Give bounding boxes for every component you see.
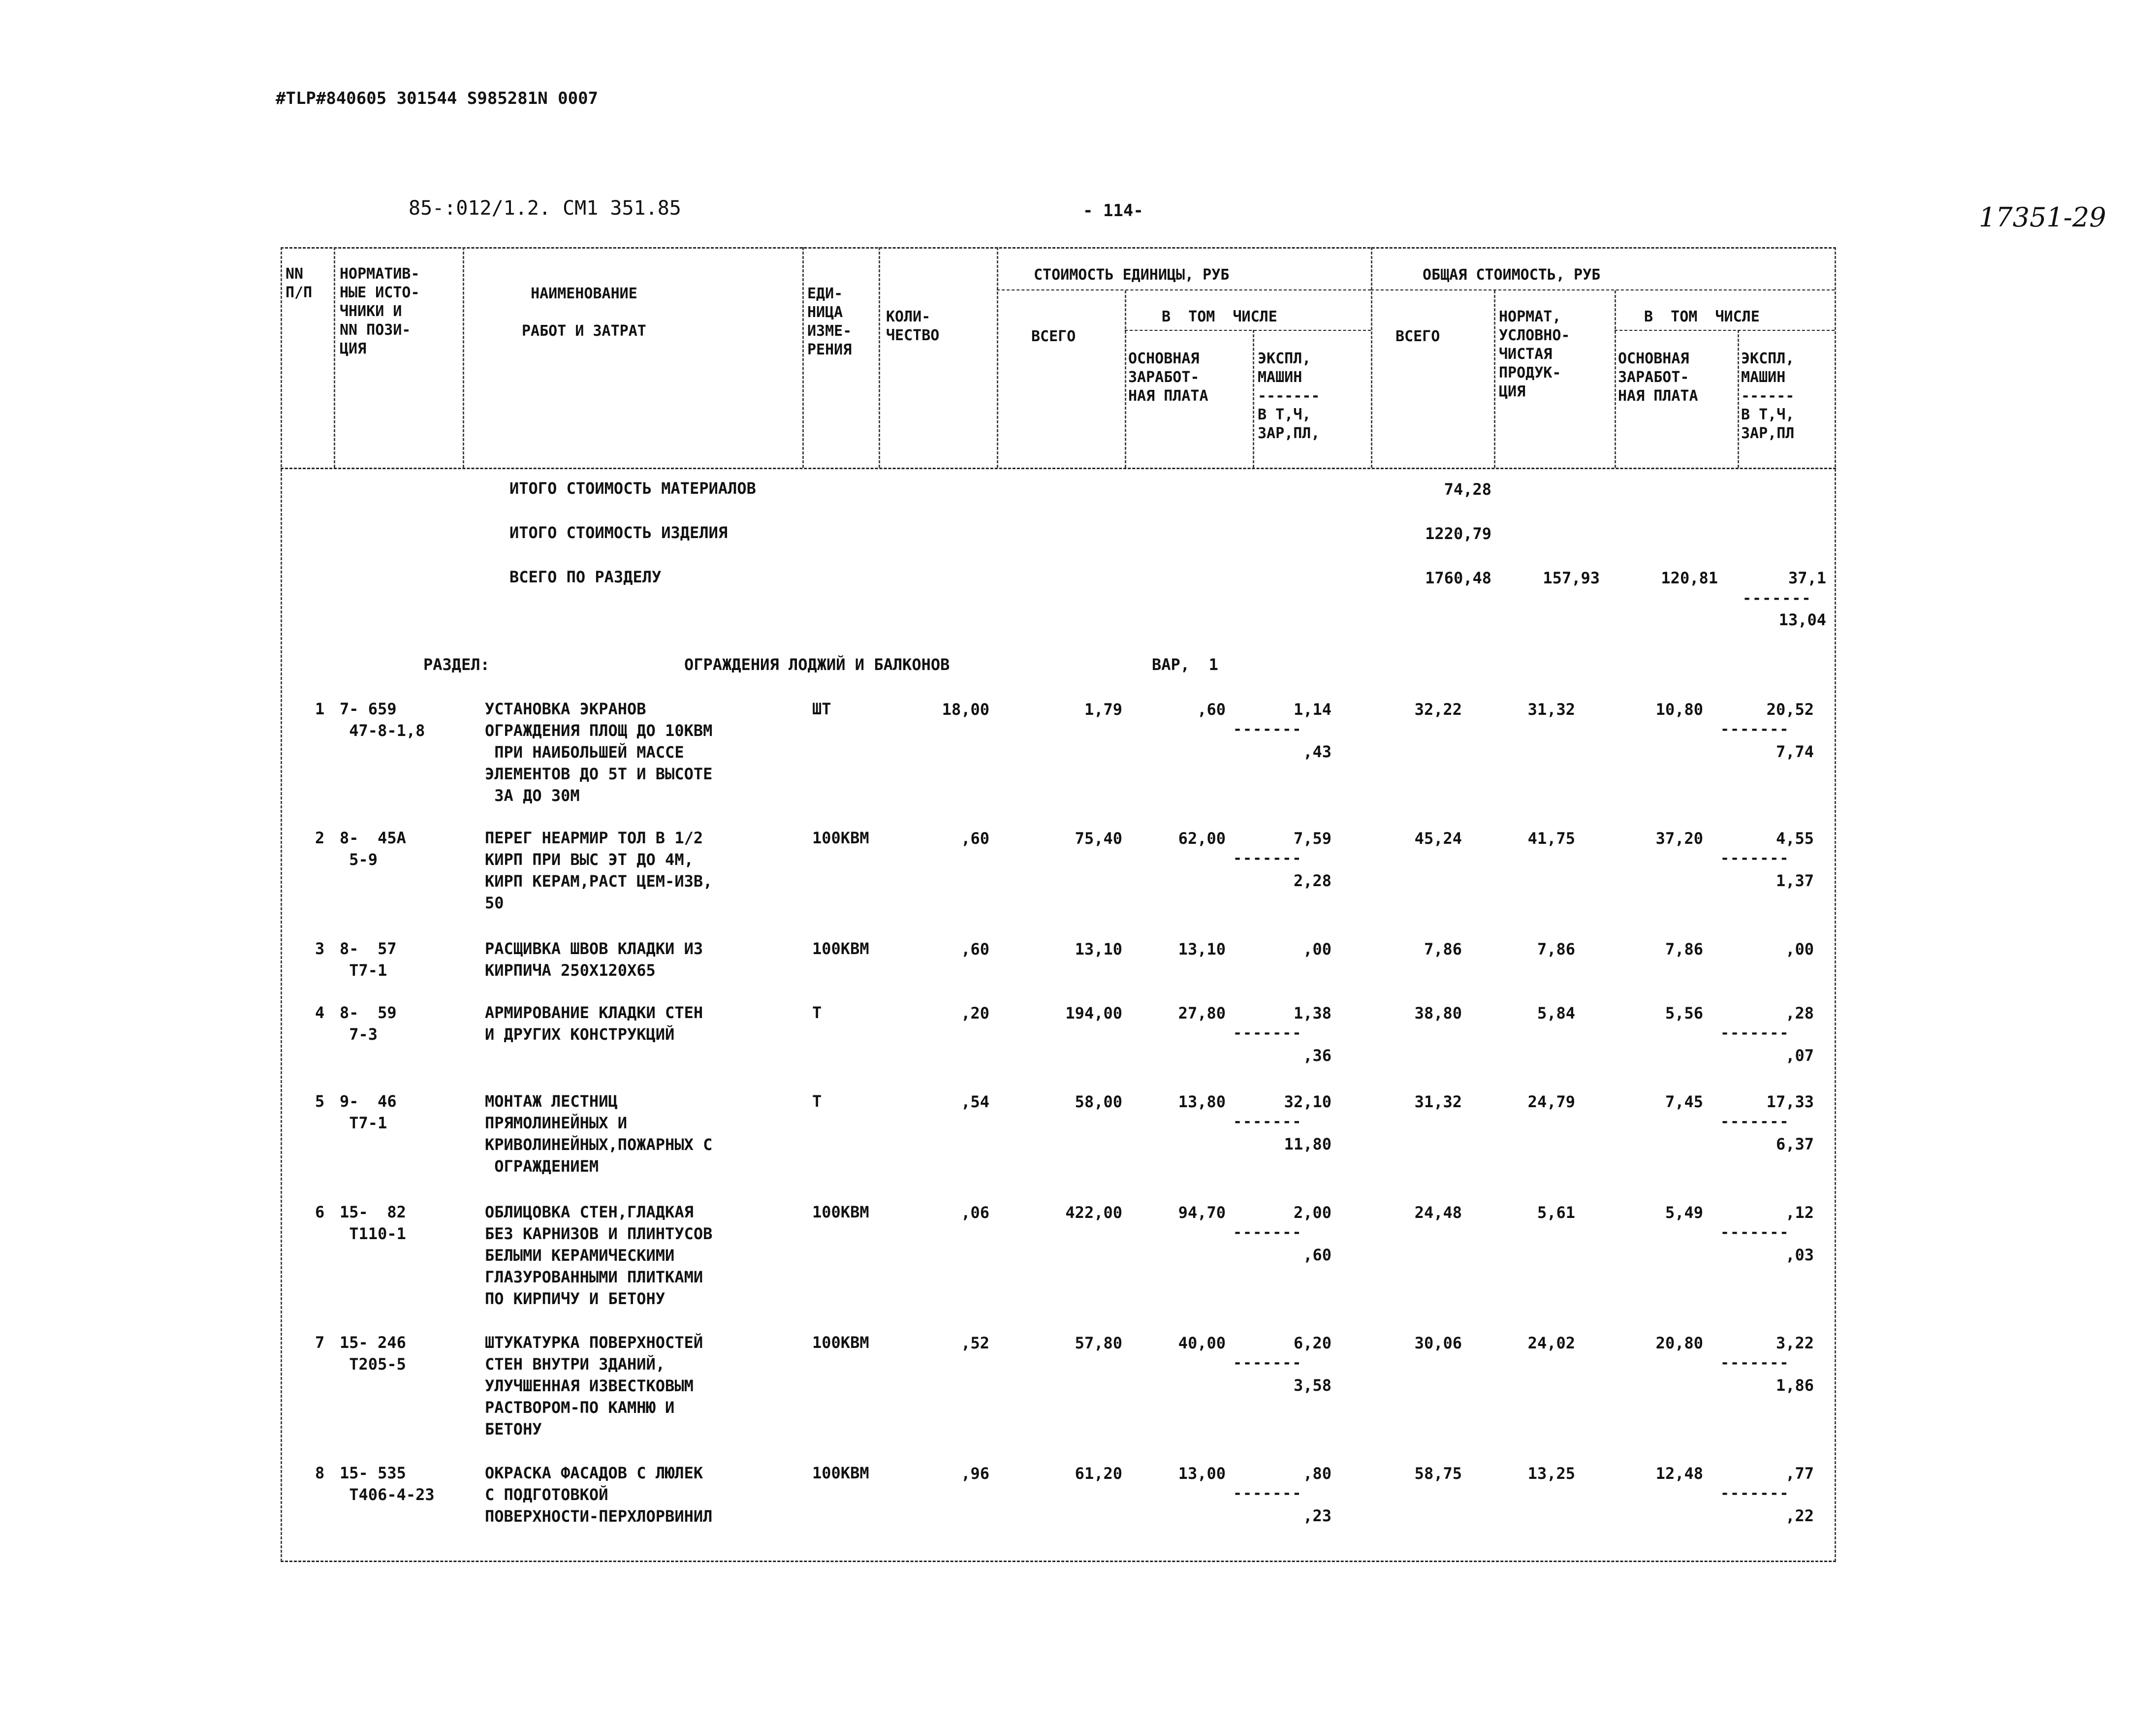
row-normativ: 15- 535 T406-4-23	[340, 1464, 435, 1504]
row-number: 2	[315, 829, 325, 847]
fraction-line: -------	[1720, 1024, 1790, 1042]
row-total-mach: 3,22	[1776, 1334, 1814, 1352]
row-qty: ,60	[961, 829, 989, 848]
row-total-mach: ,00	[1785, 940, 1814, 959]
fraction-line: -------	[1233, 1485, 1302, 1502]
row-unit-total: 75,40	[1075, 829, 1122, 848]
summary-total: 1760,48	[1425, 569, 1491, 587]
row-unit-total: 1,79	[1084, 700, 1122, 719]
col-unit-header: ЕДИ- НИЦА ИЗМЕ- РЕНИЯ	[807, 285, 852, 358]
summary-label: ВСЕГО ПО РАЗДЕЛУ	[509, 568, 662, 586]
col-total-incl-header: В ТОМ ЧИСЛЕ	[1644, 308, 1760, 325]
row-unit-wage: 62,00	[1178, 829, 1226, 848]
col-nn-header: NN П/П	[285, 265, 313, 301]
row-unit: 100КВМ	[812, 829, 869, 847]
row-qty: ,52	[961, 1334, 989, 1352]
row-unit-mach: 1,38	[1293, 1004, 1332, 1023]
subheader-line	[1371, 289, 1835, 290]
row-qty: ,60	[961, 940, 989, 959]
row-unit: 100КВМ	[812, 1333, 869, 1352]
row-norm-prod: 31,32	[1527, 700, 1575, 719]
header-bottom-border	[281, 468, 1836, 469]
row-total: 45,24	[1414, 829, 1462, 848]
summary-mach: 37,1	[1788, 569, 1826, 587]
row-number: 7	[315, 1333, 325, 1352]
row-unit-mach: ,80	[1303, 1464, 1332, 1483]
row-number: 5	[315, 1092, 325, 1111]
fraction-line: -------	[1233, 850, 1302, 867]
row-normativ: 15- 82 T110-1	[340, 1203, 406, 1243]
row-total-mach: ,12	[1785, 1203, 1814, 1222]
col-total-header: ВСЕГО	[1395, 328, 1440, 345]
row-qty: ,20	[961, 1004, 989, 1023]
col-total-mach-header: ЭКСПЛ, МАШИН ------ В Т,Ч, ЗАР,ПЛ	[1741, 350, 1795, 442]
row-unit-mach: 6,20	[1293, 1334, 1332, 1352]
col-unit-total-header: ВСЕГО	[1031, 328, 1076, 345]
section-label: РАЗДЕЛ:	[423, 655, 490, 674]
col-unit-wage-header: ОСНОВНАЯ ЗАРАБОТ- НАЯ ПЛАТА	[1128, 350, 1208, 405]
row-total-mach-sub: 1,37	[1776, 871, 1814, 890]
row-total: 24,48	[1414, 1203, 1462, 1222]
row-unit: 100КВМ	[812, 939, 869, 958]
row-unit-mach: 1,14	[1293, 700, 1332, 719]
row-unit-total: 57,80	[1075, 1334, 1122, 1352]
row-normativ: 8- 57 T7-1	[340, 939, 397, 980]
row-unit-mach: ,00	[1303, 940, 1332, 959]
table-right-border	[1835, 247, 1836, 1562]
row-unit-wage: 13,00	[1178, 1464, 1226, 1483]
row-total-mach: 4,55	[1776, 829, 1814, 848]
row-unit-wage: 13,80	[1178, 1092, 1226, 1111]
summary-wage: 120,81	[1661, 569, 1718, 587]
fraction-line: -------	[1233, 1113, 1302, 1130]
row-unit-wage: 13,10	[1178, 940, 1226, 959]
row-unit: 100КВМ	[812, 1203, 869, 1221]
page-number: - 114-	[1083, 201, 1143, 221]
row-number: 6	[315, 1203, 325, 1221]
row-number: 8	[315, 1464, 325, 1482]
row-total: 31,32	[1414, 1092, 1462, 1111]
row-norm-prod: 24,02	[1527, 1334, 1575, 1352]
row-total: 38,80	[1414, 1004, 1462, 1023]
fraction-line: -------	[1233, 1354, 1302, 1372]
row-unit-mach-sub: ,60	[1303, 1246, 1332, 1264]
summary-label: ИТОГО СТОИМОСТЬ МАТЕРИАЛОВ	[509, 479, 756, 498]
row-name: ОКРАСКА ФАСАДОВ С ЛЮЛЕК С ПОДГОТОВКОЙ ПОВЕРХНОСТИ-ПЕРХЛОРВИНИЛ	[485, 1464, 713, 1526]
row-name: ОБЛИЦОВКА СТЕН,ГЛАДКАЯ БЕЗ КАРНИЗОВ И ПЛИНТУСОВ БЕЛЫМИ КЕРАМИЧЕСКИМИ ГЛАЗУРОВАННЫМИ ПЛИТКАМИ ПО КИРПИЧУ И БЕТОНУ	[485, 1203, 713, 1308]
row-unit: Т	[812, 1003, 822, 1022]
row-total-wage: 7,45	[1665, 1092, 1703, 1111]
col-norm-prod-header: НОРМАТ, УСЛОВНО- ЧИСТАЯ ПРОДУК- ЦИЯ	[1499, 308, 1570, 400]
summary-norm: 157,93	[1543, 569, 1600, 587]
row-unit-total: 422,00	[1065, 1203, 1122, 1222]
row-total-mach-sub: 6,37	[1776, 1135, 1814, 1153]
row-unit-total: 194,00	[1065, 1004, 1122, 1023]
row-qty: ,06	[961, 1203, 989, 1222]
row-total-wage: 10,80	[1655, 700, 1703, 719]
col-sep	[1494, 290, 1495, 468]
row-norm-prod: 13,25	[1527, 1464, 1575, 1483]
total-cost-title: ОБЩАЯ СТОИМОСТЬ, РУБ	[1423, 266, 1601, 284]
fraction-line: -------	[1233, 721, 1302, 738]
col-sep	[1253, 330, 1254, 468]
row-total: 32,22	[1414, 700, 1462, 719]
row-total-mach-sub: ,22	[1785, 1506, 1814, 1525]
row-normativ: 15- 246 T205-5	[340, 1333, 406, 1374]
row-unit-mach-sub: ,23	[1303, 1506, 1332, 1525]
row-qty: 18,00	[942, 700, 989, 719]
fraction-line: -------	[1720, 721, 1790, 738]
row-norm-prod: 24,79	[1527, 1092, 1575, 1111]
row-qty: ,96	[961, 1464, 989, 1483]
row-total-wage: 5,56	[1665, 1004, 1703, 1023]
row-unit-total: 58,00	[1075, 1092, 1122, 1111]
col-sep	[463, 247, 464, 468]
table-bottom-border	[281, 1561, 1836, 1562]
fraction-line: -------	[1720, 850, 1790, 867]
row-unit-mach-sub: 3,58	[1293, 1376, 1332, 1395]
fraction-line: -------	[1233, 1024, 1302, 1042]
row-unit-wage: 40,00	[1178, 1334, 1226, 1352]
row-total-mach-sub: 1,86	[1776, 1376, 1814, 1395]
handwritten-stamp: 17351-29	[1979, 202, 2106, 233]
row-normativ: 8- 59 7-3	[340, 1003, 397, 1044]
col-sep	[334, 247, 335, 468]
row-total-mach-sub: ,07	[1785, 1046, 1814, 1065]
row-norm-prod: 41,75	[1527, 829, 1575, 848]
col-sep	[997, 247, 998, 468]
row-name: МОНТАЖ ЛЕСТНИЦ ПРЯМОЛИНЕЙНЫХ И КРИВОЛИНЕЙНЫХ,ПОЖАРНЫХ С ОГРАЖДЕНИЕМ	[485, 1092, 713, 1176]
fraction-line: -------	[1720, 1113, 1790, 1130]
row-unit-mach-sub: 2,28	[1293, 871, 1332, 890]
row-normativ: 7- 659 47-8-1,8	[340, 700, 425, 740]
row-unit-mach-sub: 11,80	[1284, 1135, 1332, 1153]
col-sep	[1738, 330, 1739, 468]
fraction-line: -------	[1720, 1224, 1790, 1241]
fraction-line: -------	[1720, 1485, 1790, 1502]
row-normativ: 8- 45А 5-9	[340, 829, 406, 869]
row-total-mach-sub: 7,74	[1776, 742, 1814, 761]
fraction-line: -------	[1720, 1354, 1790, 1372]
fraction-line: -------	[1743, 590, 1812, 607]
row-unit-mach-sub: ,36	[1303, 1046, 1332, 1065]
row-qty: ,54	[961, 1092, 989, 1111]
row-total-mach: ,77	[1785, 1464, 1814, 1483]
row-number: 3	[315, 939, 325, 958]
row-name: ПЕРЕГ НЕАРМИР ТОЛ В 1/2 КИРП ПРИ ВЫС ЭТ ДО 4М, КИРП КЕРАМ,РАСТ ЦЕМ-ИЗВ, 50	[485, 829, 713, 912]
col-sep	[1125, 290, 1126, 468]
subheader-line	[997, 289, 1371, 290]
row-unit-total: 13,10	[1075, 940, 1122, 959]
row-total-wage: 5,49	[1665, 1203, 1703, 1222]
summary-label: ИТОГО СТОИМОСТЬ ИЗДЕЛИЯ	[509, 523, 728, 542]
subheader-line	[1125, 330, 1371, 331]
row-number: 1	[315, 700, 325, 718]
summary-total: 1220,79	[1425, 524, 1491, 543]
col-sep	[802, 247, 804, 468]
row-total: 7,86	[1424, 940, 1462, 959]
row-norm-prod: 5,84	[1537, 1004, 1575, 1023]
col-unit-incl-header: В ТОМ ЧИСЛЕ	[1162, 308, 1277, 325]
col-qty-header: КОЛИ- ЧЕСТВО	[886, 308, 940, 344]
row-unit-mach-sub: ,43	[1303, 742, 1332, 761]
row-unit-total: 61,20	[1075, 1464, 1122, 1483]
row-total-mach-sub: ,03	[1785, 1246, 1814, 1264]
row-total-wage: 12,48	[1655, 1464, 1703, 1483]
section-title: ОГРАЖДЕНИЯ ЛОДЖИЙ И БАЛКОНОВ	[684, 655, 950, 674]
fraction-line: -------	[1233, 1224, 1302, 1241]
col-sep	[1371, 247, 1372, 468]
table-top-border	[281, 247, 1836, 249]
row-unit-mach: 32,10	[1284, 1092, 1332, 1111]
row-norm-prod: 7,86	[1537, 940, 1575, 959]
document-code: #TLP#840605 301544 S985281N 0007	[276, 89, 599, 108]
row-unit-mach: 7,59	[1293, 829, 1332, 848]
col-unit-mach-header: ЭКСПЛ, МАШИН ------- В Т,Ч, ЗАР,ПЛ,	[1258, 350, 1320, 442]
col-normativ-header: НОРМАТИВ- НЫЕ ИСТО- ЧНИКИ И NN ПОЗИ- ЦИЯ	[340, 265, 420, 357]
row-number: 4	[315, 1003, 325, 1022]
summary-mach-sub: 13,04	[1778, 610, 1826, 629]
row-unit-wage: 94,70	[1178, 1203, 1226, 1222]
row-unit: ШТ	[812, 700, 831, 718]
row-name: УСТАНОВКА ЭКРАНОВ ОГРАЖДЕНИЯ ПЛОЩ ДО 10КВМ ПРИ НАИБОЛЬШЕЙ МАССЕ ЭЛЕМЕНТОВ ДО 5Т И ВЫСОТЕ ЗА ДО 30М	[485, 700, 713, 805]
row-unit-wage: ,60	[1197, 700, 1226, 719]
row-total: 58,75	[1414, 1464, 1462, 1483]
row-total-wage: 20,80	[1655, 1334, 1703, 1352]
row-unit: 100КВМ	[812, 1464, 869, 1482]
row-total-wage: 7,86	[1665, 940, 1703, 959]
col-name-header: НАИМЕНОВАНИЕ РАБОТ И ЗАТРАТ	[522, 285, 646, 340]
summary-total: 74,28	[1444, 480, 1491, 499]
row-total-mach: 20,52	[1766, 700, 1814, 719]
row-unit-wage: 27,80	[1178, 1004, 1226, 1023]
row-name: РАСЩИВКА ШВОВ КЛАДКИ ИЗ КИРПИЧА 250Х120Х65	[485, 939, 703, 980]
subheader-line	[1615, 330, 1835, 331]
document-reference: 85-:012/1.2. CM1 351.85	[409, 197, 681, 220]
row-total: 30,06	[1414, 1334, 1462, 1352]
table-left-border	[281, 247, 282, 1562]
row-normativ: 9- 46 T7-1	[340, 1092, 397, 1132]
col-sep	[879, 247, 880, 468]
row-name: АРМИРОВАНИЕ КЛАДКИ СТЕН И ДРУГИХ КОНСТРУКЦИЙ	[485, 1003, 703, 1044]
row-total-mach: 17,33	[1766, 1092, 1814, 1111]
section-variant: ВАР, 1	[1152, 655, 1218, 674]
row-total-mach: ,28	[1785, 1004, 1814, 1023]
row-unit-mach: 2,00	[1293, 1203, 1332, 1222]
col-sep	[1615, 290, 1616, 468]
row-name: ШТУКАТУРКА ПОВЕРХНОСТЕЙ СТЕН ВНУТРИ ЗДАНИЙ, УЛУЧШЕННАЯ ИЗВЕСТКОВЫМ РАСТВОРОМ-ПО КАМНЮ И БЕТОНУ	[485, 1333, 703, 1439]
row-norm-prod: 5,61	[1537, 1203, 1575, 1222]
unit-cost-title: СТОИМОСТЬ ЕДИНИЦЫ, РУБ	[1034, 266, 1230, 284]
col-total-wage-header: ОСНОВНАЯ ЗАРАБОТ- НАЯ ПЛАТА	[1618, 350, 1698, 405]
row-total-wage: 37,20	[1655, 829, 1703, 848]
row-unit: Т	[812, 1092, 822, 1111]
